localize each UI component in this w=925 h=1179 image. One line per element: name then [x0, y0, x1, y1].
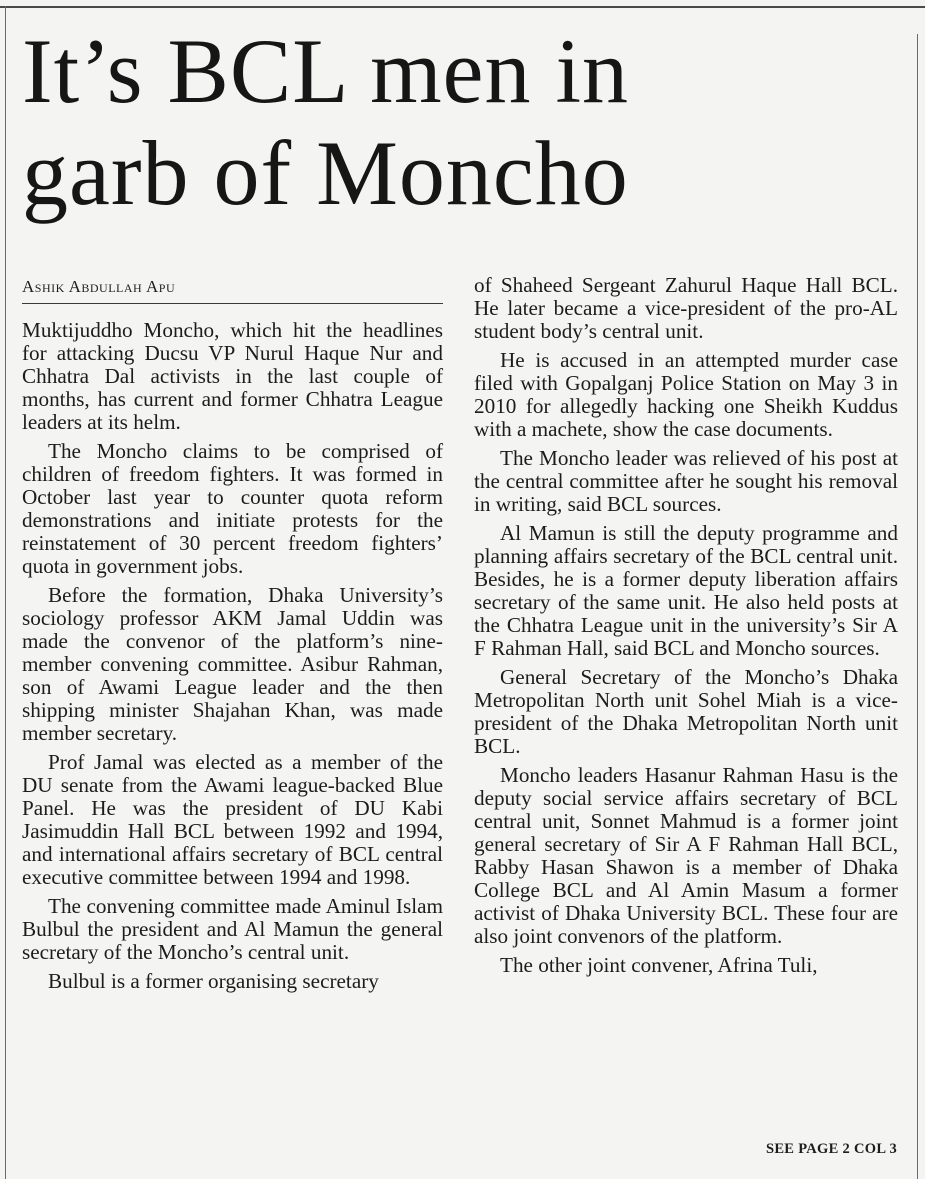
right-border-rule	[917, 34, 918, 1179]
paragraph: Before the formation, Dhaka University’s sociology professor AKM Jamal Uddin was made the convenor of the platform’s nine-member convening committee. Asibur Rahman, son of Awami League leader and the then shipping minister Shajahan Khan, was made member secretary.	[22, 583, 443, 745]
top-border-rule	[0, 6, 925, 8]
paragraph: He is accused in an attempted murder case filed with Gopalganj Police Station on May 3 in 2010 for allegedly hacking one Sheikh Kuddus with a machete, show the case documents.	[474, 348, 898, 441]
headline-line-2: garb of Moncho	[22, 122, 629, 224]
paragraph: Al Mamun is still the deputy programme and planning affairs secretary of the BCL central unit. Besides, he is a former deputy liberation affairs secretary of the same unit. He also held posts at the Chhatra League unit in the university’s Sir A F Rahman Hall, said BCL and Moncho sources.	[474, 521, 898, 660]
headline-line-1: It’s BCL men in	[22, 20, 630, 122]
paragraph: Prof Jamal was elected as a member of the DU senate from the Awami league-backed Blue Panel. He was the president of DU Kabi Jasimuddin Hall BCL between 1992 and 1994, and international affairs secretary of BCL central executive committee between 1994 and 1998.	[22, 750, 443, 889]
byline-rule	[22, 303, 443, 304]
paragraph: The convening committee made Aminul Islam Bulbul the president and Al Mamun the general secretary of the Moncho’s central unit.	[22, 894, 443, 964]
paragraph: of Shaheed Sergeant Zahurul Haque Hall BCL. He later became a vice-president of the pro-AL student body’s central unit.	[474, 273, 898, 343]
right-column	[474, 274, 898, 983]
byline: Ashik Abdullah Apu	[22, 277, 176, 296]
paragraph: General Secretary of the Moncho’s Dhaka Metropolitan North unit Sohel Miah is a vice-president of the Dhaka Metropolitan North unit BCL.	[474, 665, 898, 758]
paragraph: Muktijuddho Moncho, which hit the headlines for attacking Ducsu VP Nurul Haque Nur and Chhatra Dal activists in the last couple of months, has current and former Chhatra League leaders at its helm.	[22, 318, 443, 434]
paragraph: Bulbul is a former organising secretary	[48, 969, 379, 993]
continuation-jump: SEE PAGE 2 COL 3	[765, 1141, 897, 1157]
left-border-rule	[5, 6, 6, 1179]
paragraph: The Moncho claims to be comprised of children of freedom fighters. It was formed in October last year to counter quota reform demonstrations and initiate protests for the reinstatement of 30 percent freedom fighters’ quota in government jobs.	[22, 439, 443, 578]
left-column	[22, 319, 443, 999]
paragraph: The Moncho leader was relieved of his post at the central committee after he sought his removal in writing, said BCL sources.	[474, 446, 898, 516]
headline	[22, 20, 902, 224]
paragraph: Moncho leaders Hasanur Rahman Hasu is the deputy social service affairs secretary of BCL central unit, Sonnet Mahmud is a former joint general secretary of Sir A F Rahman Hall BCL, Rabby Hasan Shawon is a member of Dhaka College BCL and Al Amin Masum a former activist of Dhaka University BCL. These four are also joint convenors of the platform.	[474, 763, 898, 948]
paragraph: The other joint convener, Afrina Tuli,	[500, 953, 818, 977]
